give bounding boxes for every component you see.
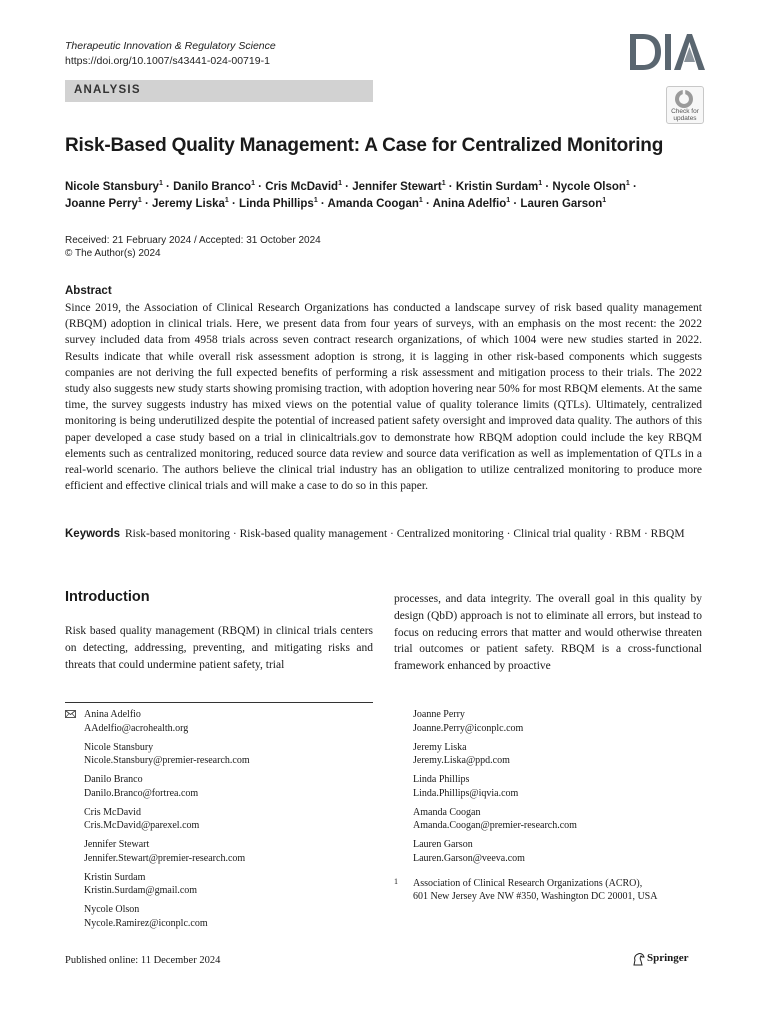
contact-entry xyxy=(413,741,703,768)
author-name[interactable]: Lauren Garson xyxy=(520,197,603,210)
keywords-heading: Keywords xyxy=(65,528,120,540)
article-title: Risk-Based Quality Management: A Case for Centralized Monitoring xyxy=(65,135,664,156)
author-affiliation-marker: 1 xyxy=(418,197,423,204)
author-name[interactable]: Amanda Coogan xyxy=(327,197,419,210)
envelope-icon xyxy=(65,710,76,718)
contact-entry xyxy=(84,903,374,930)
contact-entry xyxy=(413,708,703,735)
contact-name: Amanda Coogan xyxy=(413,806,481,818)
contact-email[interactable]: Joanne.Perry@iconplc.com xyxy=(413,722,524,734)
contact-email[interactable]: Lauren.Garson@veeva.com xyxy=(413,852,525,864)
contact-name: Jennifer Stewart xyxy=(84,839,150,850)
contact-name: Danilo Branco xyxy=(84,774,143,785)
contact-name: Cris McDavid xyxy=(84,806,141,818)
contact-email[interactable]: AAdelfio@acrohealth.org xyxy=(84,722,189,734)
journal-name: Therapeutic Innovation & Regulatory Science xyxy=(65,40,276,52)
author-separator: · xyxy=(422,197,433,210)
abstract-text: Since 2019, the Association of Clinical Research Organizations has conducted a landscape survey of risk based quality management (RBQM) adoption in clinical trials. Here, we present data from four years of surveys, with an emphasis on the most recent: the 2022 survey included data from 4958 trials across seven contract research organizations, of which 1004 were new studies started in 2022. Results indicate that while overall risk assessment adoption is strong, it is lagging in other risk-based components which suggests companies are not deriving the full expected benefits of performing a risk assessment and mitigation process to their trials. The 2022 study also suggests new study starts showing promising traction, with adoption hovering near 50% for most RBQM elements. At the same time, the survey suggests industry has mixed views on the potential value of quality tolerance limits (QTLs). Ultimately, centralized monitoring is being underutilized despite the potential of increased patient safety oversight and improved data quality. The authors of this paper developed a case study based on a trial in clinicaltrials.gov to demonstrate how RBQM adoption could include the key RBQM elements such as centralized monitoring, reduced source data review and source data verification as well as implementation of QTLs in a real-world scenario. The authors believe the clinical trial industry has an obligation to utilize centralized monitoring to produce more efficient and effective clinical trials and will make a case to do so in this paper. xyxy=(65,302,702,493)
doi-link[interactable]: https://doi.org/10.1007/s43441-024-00719-1 xyxy=(65,55,270,67)
check-updates-icon xyxy=(673,88,695,110)
contact-email[interactable]: Jeremy.Liska@ppd.com xyxy=(413,755,510,766)
contact-email[interactable]: Cris.McDavid@parexel.com xyxy=(84,820,200,831)
contact-name: Jeremy Liska xyxy=(413,741,467,753)
author-line-1 xyxy=(65,180,637,193)
abstract-heading: Abstract xyxy=(65,285,112,297)
contact-name: Nycole Olson xyxy=(84,904,140,915)
author-line-2 xyxy=(65,197,606,210)
author-name[interactable]: Joanne Perry xyxy=(65,197,138,210)
author-separator: · xyxy=(228,197,240,210)
author-separator: · xyxy=(162,180,174,193)
author-separator: · xyxy=(254,180,266,193)
introduction-text-right: processes, and data integrity. The overall goal in this quality by design (QbD) approach is not to eliminate all errors, but instead to focus on reducing errors that matter and would otherwise threaten trial outcomes or patient safety. RBQM is a cross-functional framework enhanced by proactive xyxy=(394,593,702,673)
published-date: Published online: 11 December 2024 xyxy=(65,955,221,966)
author-affiliation-marker: 1 xyxy=(602,197,607,204)
author-separator: · xyxy=(629,180,637,193)
publisher-name: Springer xyxy=(647,952,689,964)
author-affiliation-marker: 1 xyxy=(506,197,511,204)
contact-entry xyxy=(413,806,703,833)
contact-entry xyxy=(413,838,703,865)
contact-entry xyxy=(84,708,374,735)
author-affiliation-marker: 1 xyxy=(338,180,342,187)
contact-email[interactable]: Nycole.Ramirez@iconplc.com xyxy=(84,917,208,929)
contact-name: Linda Phillips xyxy=(413,774,470,785)
author-affiliation-marker: 1 xyxy=(137,197,142,204)
contact-email[interactable]: Linda.Phillips@iqvia.com xyxy=(413,787,519,799)
author-separator: · xyxy=(542,180,553,193)
introduction-heading: Introduction xyxy=(65,589,150,605)
author-affiliation-marker: 1 xyxy=(538,180,543,187)
affiliation-marker: 1 xyxy=(394,877,398,886)
keywords-list: Risk-based monitoring · Risk-based quality management · Centralized monitoring · Clinical trial quality · RBM · RBQM xyxy=(124,528,685,540)
springer-horse-icon xyxy=(632,952,645,966)
contacts-right-column xyxy=(413,708,703,871)
check-updates-label: Check for xyxy=(671,108,699,115)
author-name[interactable]: Nycole Olson xyxy=(552,180,626,193)
introduction-text-left: Risk based quality management (RBQM) in clinical trials centers on detecting, addressing, preventing, and mitigating risks and threats that could undermine patient safety, trial xyxy=(65,625,373,671)
contact-email[interactable]: Jennifer.Stewart@premier-research.com xyxy=(84,852,246,864)
contact-name: Kristin Surdam xyxy=(84,871,146,883)
author-affiliation-marker: 1 xyxy=(313,197,318,204)
section-label: ANALYSIS xyxy=(74,84,141,96)
author-separator: · xyxy=(510,197,521,210)
received-date: Received: 21 February 2024 / Accepted: 31 October 2024 xyxy=(65,235,321,246)
contact-entry xyxy=(413,773,703,800)
affiliation-line-1: Association of Clinical Research Organizations (ACRO), xyxy=(413,878,643,889)
author-affiliation-marker: 1 xyxy=(251,180,255,187)
dia-logo xyxy=(627,30,705,74)
contact-name: Nicole Stansbury xyxy=(84,741,154,753)
author-name[interactable]: Linda Phillips xyxy=(239,197,314,210)
affiliation-line-2: 601 New Jersey Ave NW #350, Washington DC 20001, USA xyxy=(413,891,658,902)
contact-email[interactable]: Danilo.Branco@fortrea.com xyxy=(84,787,199,799)
author-name[interactable]: Nicole Stansbury xyxy=(65,180,159,193)
author-affiliation-marker: 1 xyxy=(441,180,446,187)
contacts-left-column xyxy=(84,708,374,936)
contact-entry xyxy=(84,838,374,865)
author-name[interactable]: Kristin Surdam xyxy=(455,180,539,193)
check-updates-sublabel: updates xyxy=(673,115,697,122)
author-separator: · xyxy=(141,197,153,210)
author-name[interactable]: Cris McDavid xyxy=(265,180,339,193)
copyright-notice: © The Author(s) 2024 xyxy=(65,248,161,259)
keywords-block xyxy=(65,526,702,543)
contact-email[interactable]: Nicole.Stansbury@premier-research.com xyxy=(84,755,250,766)
contact-email[interactable]: Amanda.Coogan@premier-research.com xyxy=(413,820,577,831)
contact-name: Anina Adelfio xyxy=(84,709,141,720)
author-separator: · xyxy=(317,197,328,210)
author-affiliation-marker: 1 xyxy=(224,197,229,204)
author-separator: · xyxy=(341,180,353,193)
contact-name: Joanne Perry xyxy=(413,709,465,720)
contact-name: Lauren Garson xyxy=(413,839,473,850)
footnote-divider xyxy=(65,702,373,703)
author-affiliation-marker: 1 xyxy=(625,180,630,187)
contact-entry xyxy=(84,773,374,800)
contact-email[interactable]: Kristin.Surdam@gmail.com xyxy=(84,885,198,896)
author-name[interactable]: Jeremy Liska xyxy=(152,197,225,210)
author-affiliation-marker: 1 xyxy=(158,180,163,187)
author-name[interactable]: Anina Adelfio xyxy=(432,197,507,210)
author-name[interactable]: Jennifer Stewart xyxy=(352,180,442,193)
contact-entry xyxy=(84,806,374,833)
author-name[interactable]: Danilo Branco xyxy=(173,180,252,193)
contact-entry xyxy=(84,741,374,768)
contact-entry xyxy=(84,871,374,898)
author-separator: · xyxy=(445,180,456,193)
